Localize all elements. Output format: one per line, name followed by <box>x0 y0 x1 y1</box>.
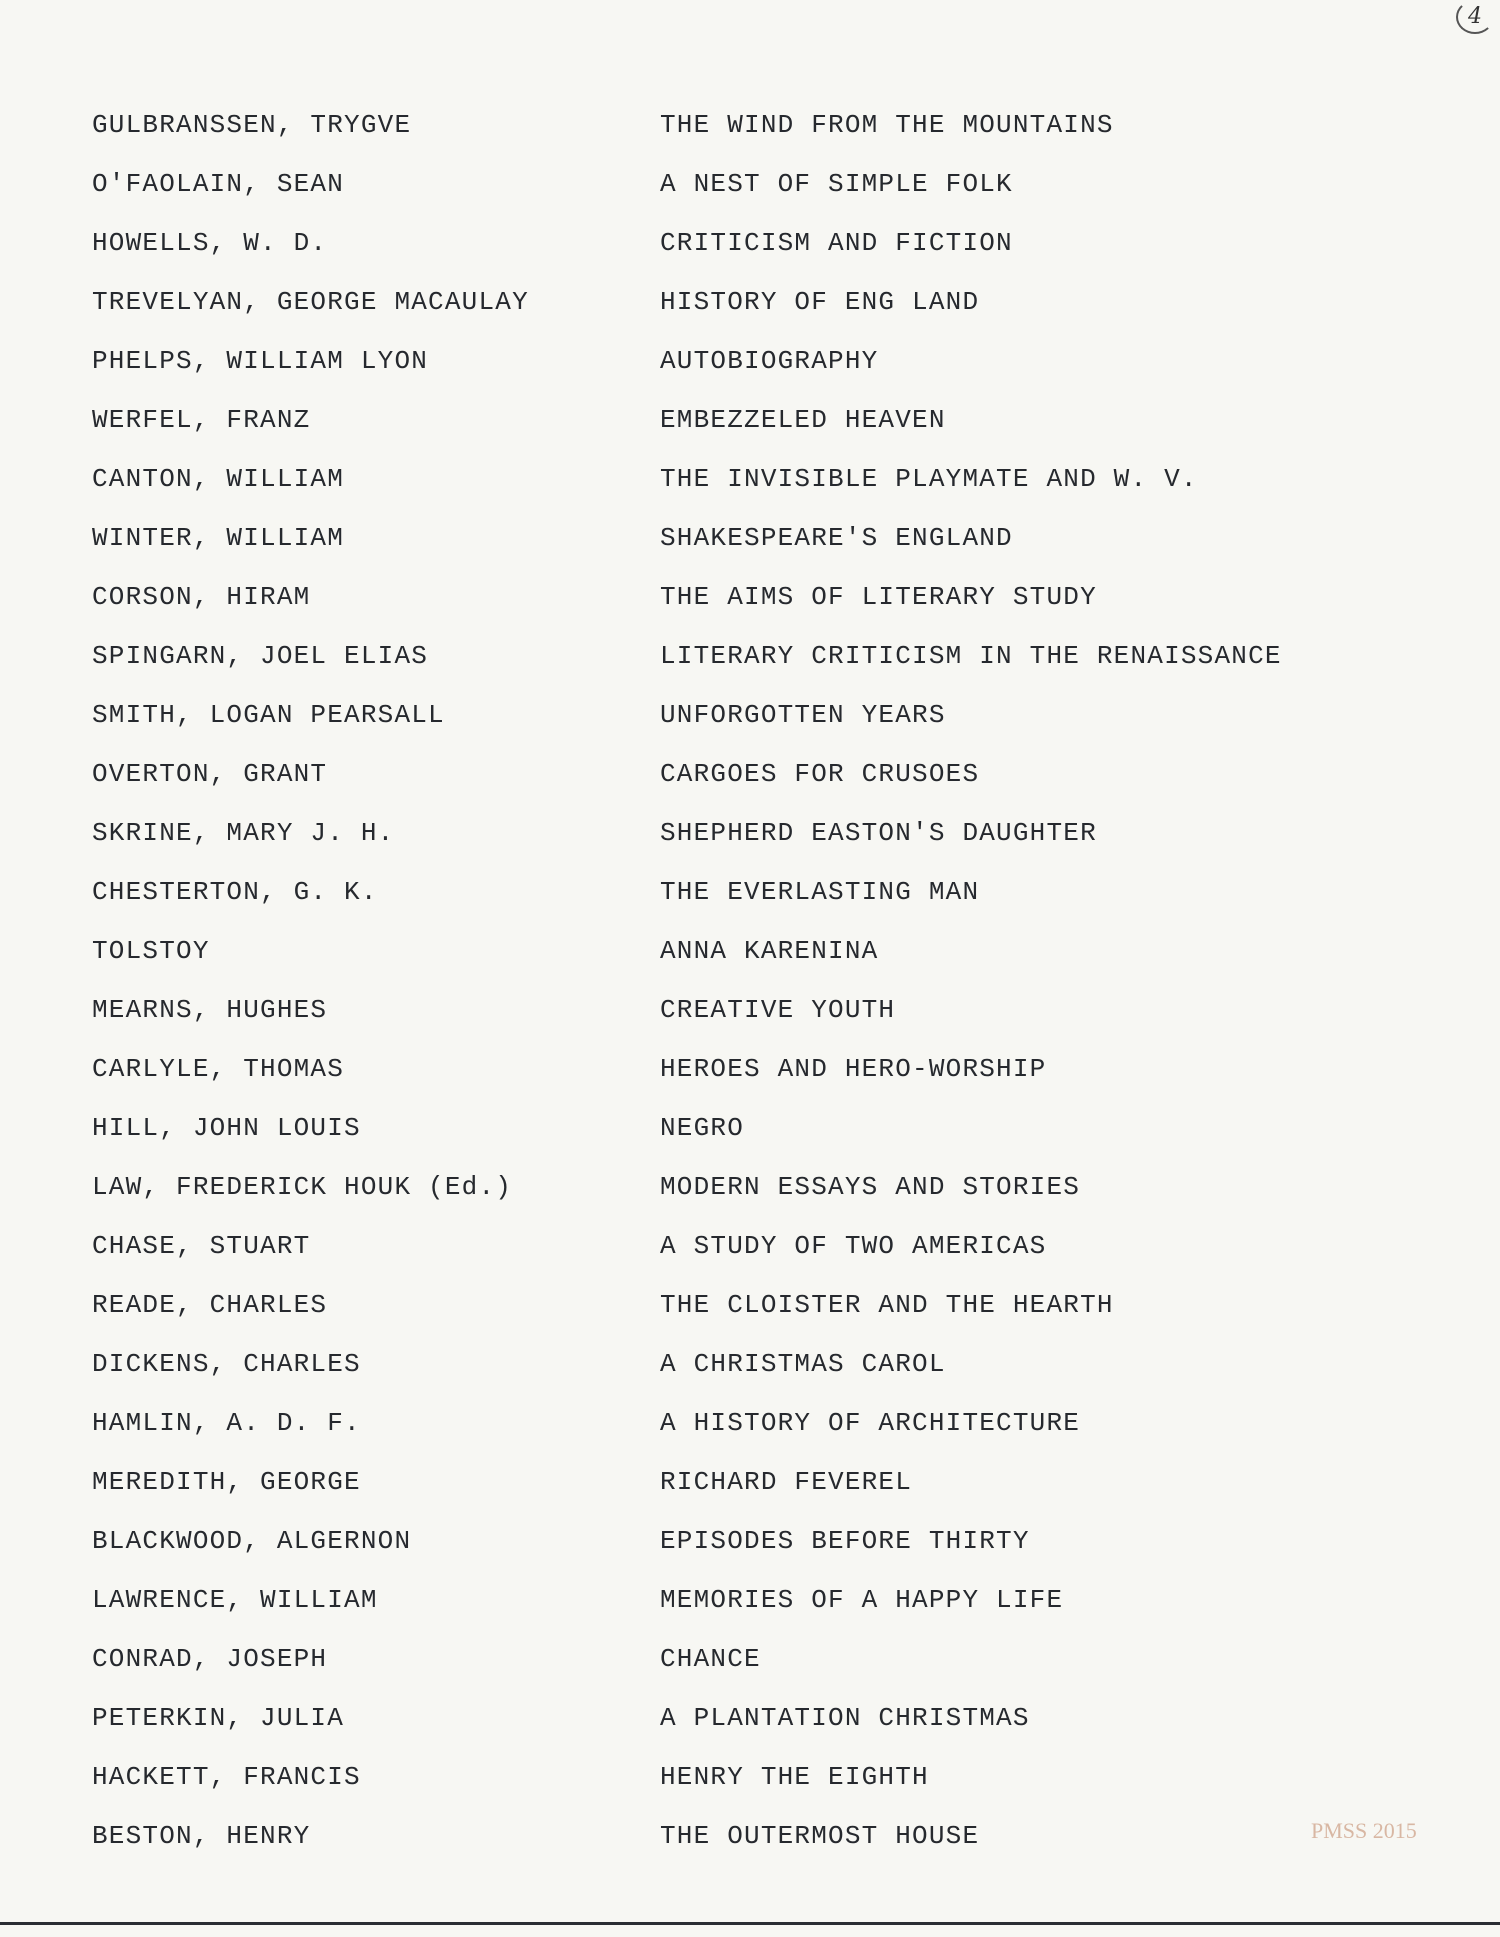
author-name: DICKENS, CHARLES <box>92 1349 361 1379</box>
author-name: WERFEL, FRANZ <box>92 405 311 435</box>
author-name: HAMLIN, A. D. F. <box>92 1408 361 1438</box>
author-name: MEREDITH, GEORGE <box>92 1467 361 1497</box>
book-title: HEROES AND HERO-WORSHIP <box>660 1054 1047 1084</box>
book-title: CARGOES FOR CRUSOES <box>660 759 980 789</box>
book-title: CRITICISM AND FICTION <box>660 228 1013 258</box>
list-item <box>0 1172 1500 1231</box>
author-name: CANTON, WILLIAM <box>92 464 345 494</box>
book-title: MODERN ESSAYS AND STORIES <box>660 1172 1081 1202</box>
watermark: PMSS 2015 <box>1311 1818 1417 1843</box>
author-name: BLACKWOOD, ALGERNON <box>92 1526 412 1556</box>
book-title: THE AIMS OF LITERARY STUDY <box>660 582 1097 612</box>
author-name: WINTER, WILLIAM <box>92 523 345 553</box>
book-title: THE OUTERMOST HOUSE <box>660 1821 980 1851</box>
book-title: A STUDY OF TWO AMERICAS <box>660 1231 1047 1261</box>
list-item <box>0 1231 1500 1290</box>
book-title: UNFORGOTTEN YEARS <box>660 700 946 730</box>
book-title: A NEST OF SIMPLE FOLK <box>660 169 1013 199</box>
book-title: NEGRO <box>660 1113 745 1143</box>
list-item <box>0 936 1500 995</box>
list-item <box>0 1526 1500 1585</box>
list-item <box>0 287 1500 346</box>
author-name: CHESTERTON, G. K. <box>92 877 378 907</box>
author-name: GULBRANSSEN, TRYGVE <box>92 110 412 140</box>
list-item <box>0 1644 1500 1703</box>
book-title: THE INVISIBLE PLAYMATE AND W. V. <box>660 464 1198 494</box>
page-number: 4 <box>1456 0 1494 34</box>
book-title: EPISODES BEFORE THIRTY <box>660 1526 1030 1556</box>
list-item <box>0 759 1500 818</box>
book-title: A CHRISTMAS CAROL <box>660 1349 946 1379</box>
author-name: LAWRENCE, WILLIAM <box>92 1585 378 1615</box>
author-name: OVERTON, GRANT <box>92 759 328 789</box>
list-item <box>0 818 1500 877</box>
list-item <box>0 700 1500 759</box>
list-item <box>0 1290 1500 1349</box>
list-item <box>0 169 1500 228</box>
author-name: CHASE, STUART <box>92 1231 311 1261</box>
book-title: CHANCE <box>660 1644 761 1674</box>
list-item <box>0 877 1500 936</box>
author-name: BESTON, HENRY <box>92 1821 311 1851</box>
book-title: THE CLOISTER AND THE HEARTH <box>660 1290 1114 1320</box>
book-title: HENRY THE EIGHTH <box>660 1762 929 1792</box>
book-title: EMBEZZELED HEAVEN <box>660 405 946 435</box>
list-item <box>0 1762 1500 1821</box>
list-item <box>0 641 1500 700</box>
book-title: RICHARD FEVEREL <box>660 1467 913 1497</box>
author-name: CORSON, HIRAM <box>92 582 311 612</box>
list-item <box>0 1054 1500 1113</box>
author-name: CONRAD, JOSEPH <box>92 1644 328 1674</box>
book-title: MEMORIES OF A HAPPY LIFE <box>660 1585 1064 1615</box>
list-item <box>0 1349 1500 1408</box>
book-title: SHAKESPEARE'S ENGLAND <box>660 523 1013 553</box>
list-item <box>0 228 1500 287</box>
book-title: ANNA KARENINA <box>660 936 879 966</box>
bottom-edge <box>0 1922 1500 1925</box>
author-name: HACKETT, FRANCIS <box>92 1762 361 1792</box>
author-name: O'FAOLAIN, SEAN <box>92 169 345 199</box>
author-name: PHELPS, WILLIAM LYON <box>92 346 429 376</box>
book-list <box>0 110 1500 1880</box>
author-name: HILL, JOHN LOUIS <box>92 1113 361 1143</box>
book-title: THE EVERLASTING MAN <box>660 877 980 907</box>
author-name: SMITH, LOGAN PEARSALL <box>92 700 445 730</box>
book-title: CREATIVE YOUTH <box>660 995 896 1025</box>
book-title: LITERARY CRITICISM IN THE RENAISSANCE <box>660 641 1282 671</box>
author-name: TOLSTOY <box>92 936 210 966</box>
list-item <box>0 1703 1500 1762</box>
author-name: HOWELLS, W. D. <box>92 228 328 258</box>
author-name: SKRINE, MARY J. H. <box>92 818 395 848</box>
book-title: THE WIND FROM THE MOUNTAINS <box>660 110 1114 140</box>
list-item <box>0 1585 1500 1644</box>
author-name: CARLYLE, THOMAS <box>92 1054 345 1084</box>
author-name: LAW, FREDERICK HOUK (Ed.) <box>92 1172 513 1202</box>
list-item <box>0 582 1500 641</box>
list-item <box>0 110 1500 169</box>
list-item <box>0 464 1500 523</box>
author-name: SPINGARN, JOEL ELIAS <box>92 641 429 671</box>
book-title: A PLANTATION CHRISTMAS <box>660 1703 1030 1733</box>
book-title: A HISTORY OF ARCHITECTURE <box>660 1408 1081 1438</box>
author-name: READE, CHARLES <box>92 1290 328 1320</box>
list-item <box>0 1113 1500 1172</box>
book-title: SHEPHERD EASTON'S DAUGHTER <box>660 818 1097 848</box>
list-item <box>0 405 1500 464</box>
list-item <box>0 346 1500 405</box>
list-item <box>0 1408 1500 1467</box>
list-item <box>0 1821 1500 1880</box>
list-item <box>0 1467 1500 1526</box>
author-name: MEARNS, HUGHES <box>92 995 328 1025</box>
list-item <box>0 995 1500 1054</box>
list-item <box>0 523 1500 582</box>
author-name: PETERKIN, JULIA <box>92 1703 345 1733</box>
book-title: AUTOBIOGRAPHY <box>660 346 879 376</box>
author-name: TREVELYAN, GEORGE MACAULAY <box>92 287 529 317</box>
book-title: HISTORY OF ENG LAND <box>660 287 980 317</box>
